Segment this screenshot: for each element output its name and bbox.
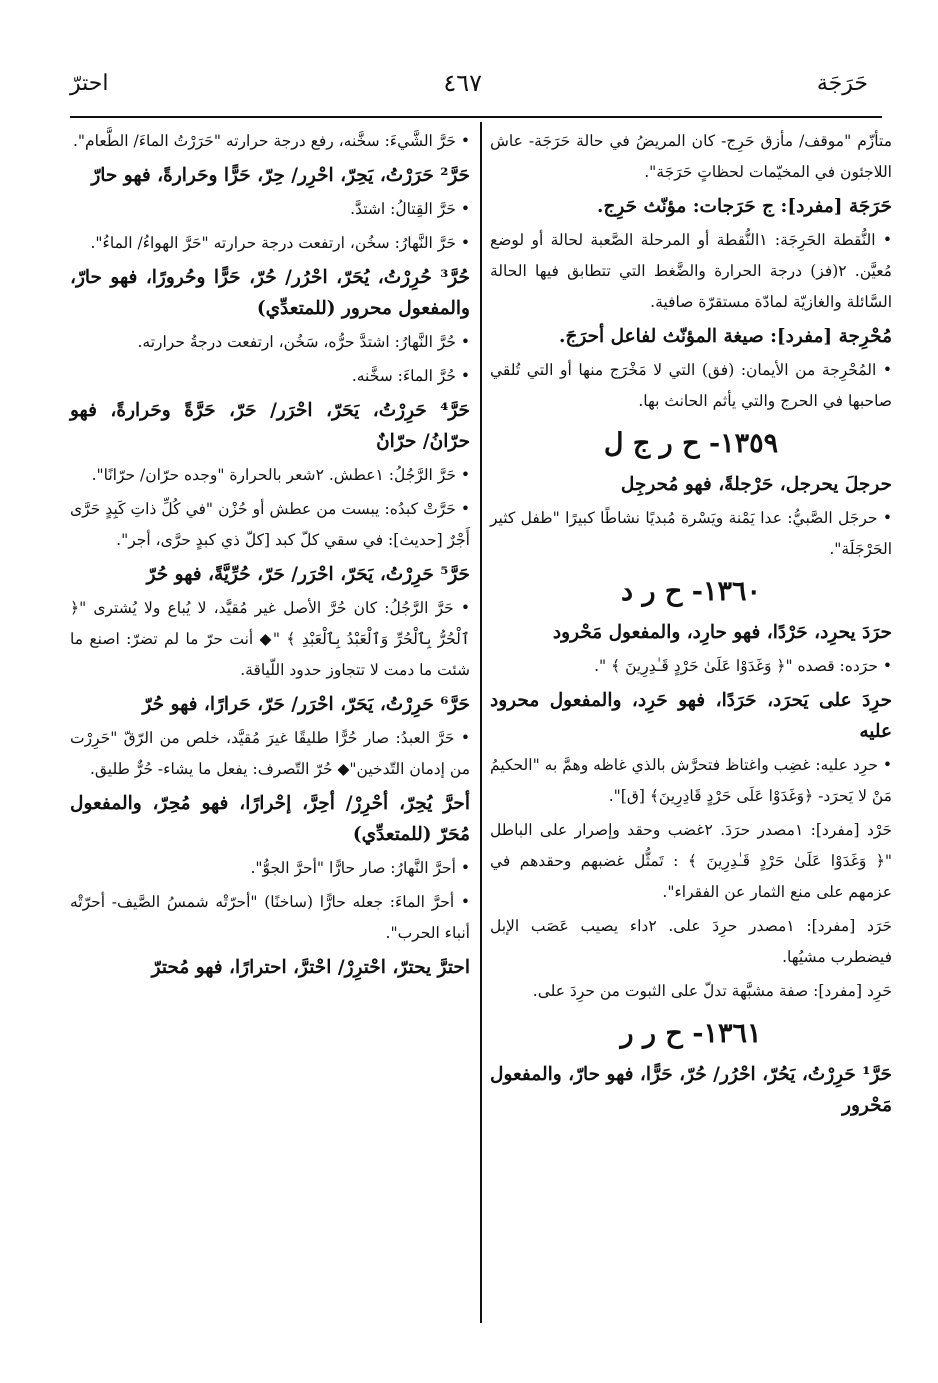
entry-text: • أحرَّ الماءَ: جعله حارًّا (ساخنًا) "أحرّتْه شمسُ الصَّيف- أحرّتْه أنباء الحرب".: [70, 893, 470, 942]
entry-headword: حرجلَ يحرجل، حَرْجلةً، فهو مُحرجِل: [620, 474, 892, 495]
entry-headword: حَرَّ² حَرَرْتُ، يَحِرّ، احْرِر/ حِرّ، حَرًّا وحَرارةً، فهو حارّ: [91, 165, 470, 186]
page-header: [70, 58, 868, 108]
entry-text: • حرِد عليه: غضِب واغتاظ فتحرَّش بالذي غاظه وهمَّ به "الحكيمُ مَنْ لا يَحرَد- ﴿وَغَدَوْا عَلَى حَرْدٍ قَادِرِينَ﴾ [ق]".: [490, 756, 892, 805]
left-column: [70, 126, 470, 986]
entry-text: • حَرَّ النَّهارُ: سخُن، ارتفعت درجة حرارته "حَرَّ الهواءُ/ الماءُ".: [90, 234, 470, 252]
entry-headword: حَرَّ⁵ حَرِرْتُ، يَحَرّ، احْرَر/ حَرّ، حُرِّيَّةً، فهو حُرّ: [146, 564, 470, 585]
entry-headword: احترَّ يحترّ، احْترِرْ/ احْترَّ، احترارًا، فهو مُحترّ: [151, 957, 470, 978]
right-column: [490, 126, 892, 1124]
entry-headword: حرِدَ على يَحرَد، حَرَدًا، فهو حَرِد، والمفعول محرود عليه: [490, 690, 892, 742]
entry-headword: حَرَّ⁶ حَرِرْتُ، يَحَرّ، احْرَر/ حَرّ، حَرارًا، فهو حُرّ: [142, 694, 470, 715]
entry-headword: حَرَجَة [مفرد]: ج حَرَجات: مؤنّث حَرِج.: [597, 196, 892, 217]
entry-text: • حَرَّ العبدُ: صار حُرًّا طليقًا غيرَ مُقيَّد، خلص من الرّقّ "حَرِرْت من إدمان التّدخين"◆ حُرّ التّصرف: يفعل ما يشاء- حُرٌّ طليق.: [70, 729, 470, 778]
entry-text: • أحرَّ النَّهارُ: صار حارًّا "أحرَّ الجوُّ".: [250, 859, 470, 877]
column-divider: [480, 122, 482, 1323]
entry-headword: حرَدَ يحرِد، حَرْدًا، فهو حارِد، والمفعول مَحْرود: [552, 622, 892, 643]
entry-text: متأزّم "موقف/ مأزق حَرِج- كان المريضُ في حالة حَرَجَة- عاش اللاجئون في المخيّمات لحظاتٍ حَرَجَة".: [490, 132, 892, 181]
entry-text: • حرجَل الصَّبيُّ: عدا يَمْنة ويَسْرة مُبديًا نشاطًا كبيرًا "طفل كثير الحَرْجَلَة".: [490, 509, 892, 558]
entry-headword: مُحْرِجة [مفرد]: صيغة المؤنّث لفاعل أحرَجَ.: [559, 326, 892, 347]
page-number: ٤٦٧: [443, 69, 483, 97]
entry-text: • النُّقطة الحَرِجَة: ١النُّقطة أو المرحلة الصَّعبة لحالة أو لوضع مُعيَّن. ٢(فز) درجة الحرارة والضَّغط التي تتطابق فيها الحالة السَّائلة والغازيّة لمادّة مستقرّة صافية.: [490, 231, 892, 311]
entry-text: • حَرَّتْ كبدُه: يبست من عطش أو حُزْن "في كُلِّ ذاتِ كَبِدٍ حَرَّى أَجْرٌ [حديث]: في سقي كلّ كبد [كلّ ذي كبدٍ حرَّى، أجر".: [70, 500, 470, 549]
entry-text: حَرِد [مفرد]: صفة مشبَّهة تدلّ على الثبوت من حرِدَ على.: [532, 982, 892, 1000]
entry-text: حَرَد [مفرد]: ١مصدر حرِدَ على. ٢داء يصيب عَصَب الإبل فيضطرب مشيُها.: [490, 917, 892, 966]
entry-headword: حُرَّ³ حُرِرْتُ، يُحَرّ، احْرُر/ حُرّ، حَرًّا وحُرورًا، فهو حارّ، والمفعول محرور (للمتعدِّي): [70, 267, 470, 319]
entry-text: • حُرَّ الماءَ: سخَّنه.: [351, 367, 470, 385]
entry-text: • حَرَّ الرَّجُلُ: كان حُرَّ الأصل غير مُقيَّد، لا يُباع ولا يُشترى "﴿ ٱلْحُرُّ بِٱلْحُرِّ وَٱلْعَبْدُ بِٱلْعَبْدِ ﴾ "◆ أنت حرّ ما لم تضرّ: اصنع ما شئت ما دمت لا تتجاوز حدود اللّياقة.: [70, 599, 470, 679]
entry-text: • حَرَّ الرَّجُلُ: ١عطش. ٢شعر بالحرارة "وجده حرّان/ حرّانًا".: [91, 466, 470, 484]
entry-text: • حُرَّ النَّهارُ: اشتدَّ حرُّه، سَخُن، ارتفعت درجةُ حرارته.: [137, 333, 470, 351]
entry-headword: أحرَّ يُحِرّ، أحْرِرْ/ أحِرَّ، إحْرارًا، فهو مُحِرّ، والمفعول مُحَرّ (للمتعدِّي): [70, 793, 470, 845]
header-rule: [70, 116, 882, 118]
entry-headword: حَرَّ⁴ حَرِرْتُ، يَحَرّ، احْرَر/ حَرّ، حَرَّةً وحَرارةً، فهو حرّانُ/ حرّانٌ: [70, 400, 470, 452]
root-heading: ١٣٦١- ح ر ر: [620, 1018, 762, 1049]
entry-text: حَرْد [مفرد]: ١مصدر حرَدَ. ٢غضب وحقد وإصرار على الباطل "﴿ وَغَدَوْا عَلَىٰ حَرْدٍ قَـٰدِرِينَ ﴾ : تَمثُّل غضبهم وحقدهم في عزمهم على منع الثمار عن الفقراء".: [490, 821, 892, 901]
header-left-word: احترّ: [70, 70, 109, 96]
root-heading: ١٣٥٩- ح ر ج ل: [603, 428, 779, 459]
root-heading: ١٣٦٠- ح ر د: [621, 576, 761, 607]
entry-headword: حَرَّ¹ حَرِرْتُ، يَحُرّ، احْرُر/ حُرّ، حَرًّا، فهو حارّ، والمفعول مَحْرور: [490, 1064, 892, 1116]
entry-text: • حَرَّ الشَّيءَ: سخَّنه، رفع درجة حرارته "حَرَرْتُ الماءَ/ الطَّعام".: [72, 132, 470, 150]
entry-text: • حَرَّ القِتالُ: اشتدَّ.: [350, 200, 470, 218]
entry-text: • حرَده: قصده "﴿ وَغَدَوْا عَلَىٰ حَرْدٍ قَـٰدِرِينَ ﴾ ".: [594, 657, 892, 675]
entry-text: • المُحْرِجة من الأيمان: (فق) التي لا مَخْرَج منها أو التي تُلقي صاحبها في الحرج والتي يأثم الحانث بها.: [490, 361, 892, 410]
header-right-word: حَرَجَة: [816, 70, 868, 96]
